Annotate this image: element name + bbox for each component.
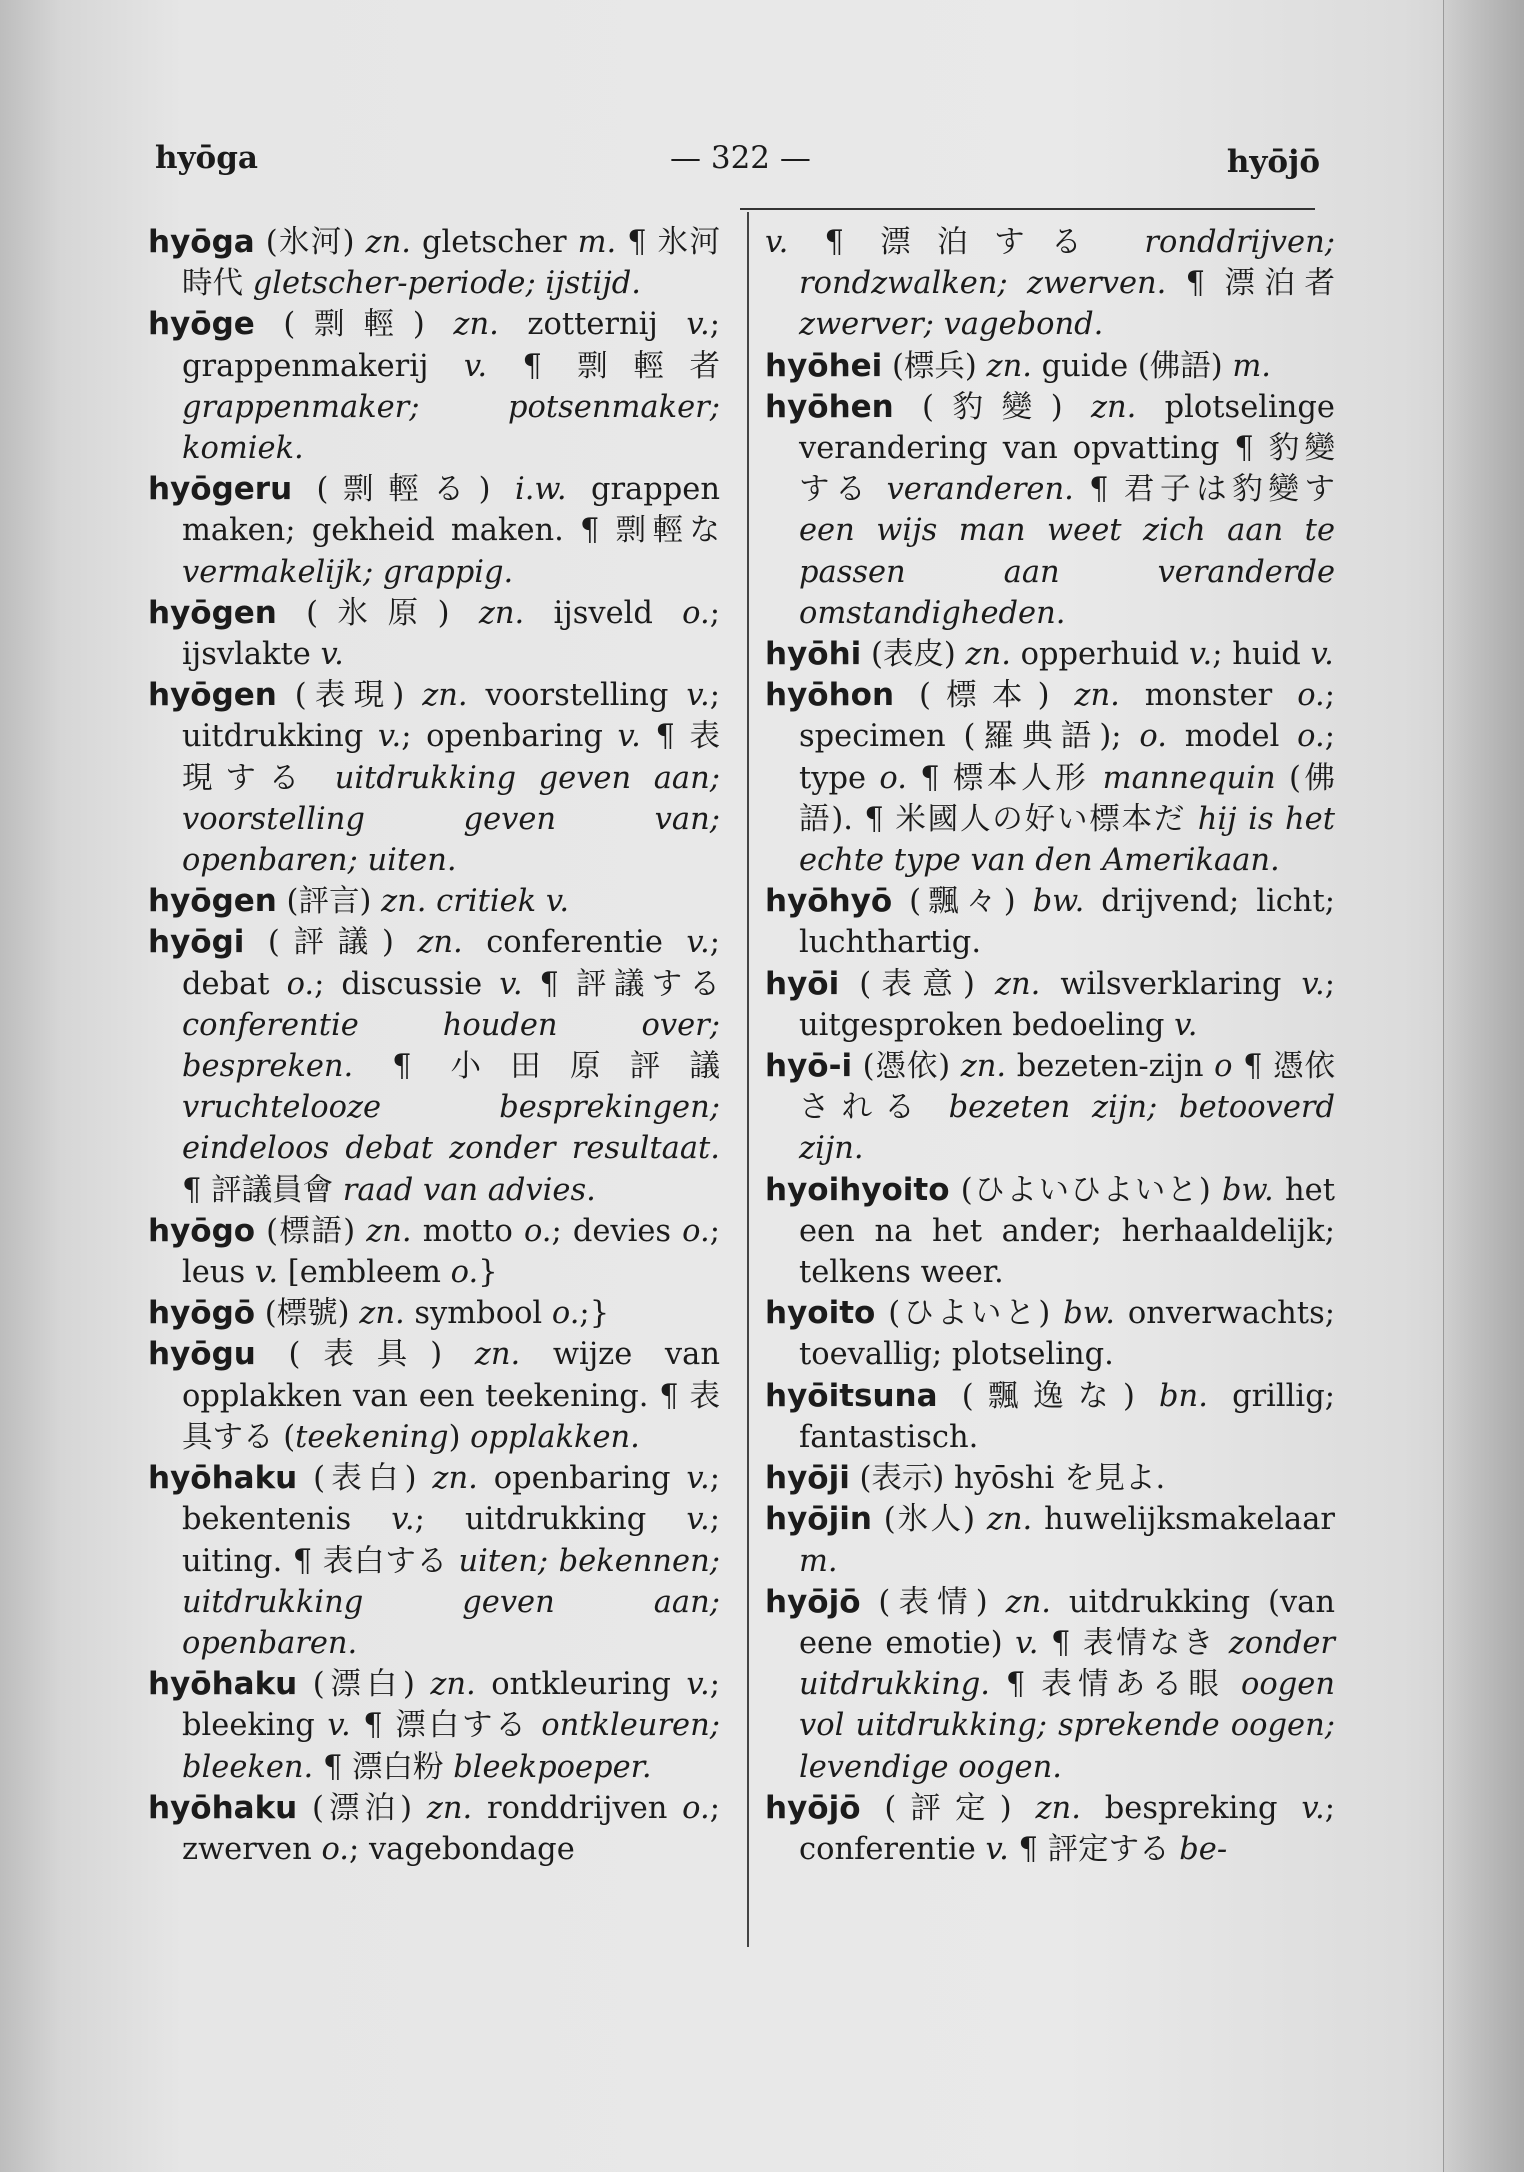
dictionary-entry: hyōhaku (漂白) zn. ontkleuring v.; bleeking v. ¶ 漂白する ontkleuren; bleeken. ¶ 漂白粉 bleekpoeper. [148, 1666, 720, 1785]
dictionary-entry: hyōhyō (飄々) bw. drijvend; licht; luchthartig. [765, 883, 1335, 961]
dictionary-entry: hyōgen (評言) zn. critiek v. [148, 883, 570, 920]
page-edge [1443, 0, 1524, 2172]
dictionary-entry: hyōitsuna (飄逸な) bn. grillig; fantastisch. [765, 1377, 1335, 1455]
dictionary-entry: hyōhaku (漂泊) zn. ronddrijven o.; zwerven o.; vagebondage [148, 1789, 720, 1867]
dictionary-entry: hyō-i (憑依) zn. bezeten-zijn o ¶ 憑依される bezeten zijn; betooverd zijn. [765, 1048, 1335, 1167]
right-column [765, 222, 1335, 1870]
dictionary-entry: hyoihyoito (ひよいひよいと) bw. het een na het ander; herhaaldelijk; telkens weer. [765, 1171, 1335, 1291]
dictionary-entry: hyōji (表示) hyōshi を見よ. [765, 1460, 1166, 1497]
dictionary-entry: hyōjin (氷人) zn. huwelijksmakelaar m. [765, 1501, 1335, 1579]
dictionary-entry: hyōjō (表情) zn. uitdrukking (van eene emotie) v. ¶ 表情なき zonder uitdrukking. ¶ 表情ある眼 oogen vol uitdrukking; sprekende oogen; levendige oogen. [765, 1583, 1335, 1785]
dictionary-entry: hyōhi (表皮) zn. opperhuid v.; huid v. [765, 636, 1334, 673]
dictionary-entry: hyōgu (表具) zn. wijze van opplakken van een teekening. ¶ 表具する (teekening) opplakken. [148, 1336, 720, 1455]
dictionary-entry: hyōi (表意) zn. wilsverklaring v.; uitgesproken bedoeling v. [765, 965, 1335, 1043]
dictionary-entry: hyoito (ひよいと) bw. onverwachts; toevallig; plotseling. [765, 1295, 1335, 1373]
dictionary-entry: hyōhaku (表白) zn. openbaring v.; bekentenis v.; uitdrukking v.; uiting. ¶ 表白する uiten; bekennen; uitdrukking geven aan; openbaren. [148, 1460, 720, 1661]
column-divider [747, 212, 749, 1947]
header-guide-word-right: hyōjō [1226, 144, 1320, 180]
page-number: — 322 — [670, 140, 811, 176]
dictionary-entry: hyōhen (豹變) zn. plotselinge verandering van opvatting ¶ 豹變する veranderen. ¶ 君子は豹變す een wijs man weet zich aan te passen aan veranderde omstandigheden. [765, 388, 1335, 631]
dictionary-entry: hyōhei (標兵) zn. guide (佛語) m. [765, 347, 1271, 384]
left-column [148, 222, 720, 1870]
dictionary-entry: hyōjō (評定) zn. bespreking v.; conferentie v. ¶ 評定する be- [765, 1789, 1335, 1867]
dictionary-entry: hyōga (氷河) zn. gletscher m. ¶ 氷河時代 gletscher-periode; ijstijd. [148, 224, 720, 302]
dictionary-entry: hyōgen (表現) zn. voorstelling v.; uitdrukking v.; openbaring v. ¶ 表現する uitdrukking geven aan; voorstelling geven van; openbaren; uiten. [148, 677, 721, 879]
dictionary-entry: hyōgo (標語) zn. motto o.; devies o.; leus v. [embleem o.} [148, 1212, 720, 1291]
dictionary-entry: hyōgen (氷原) zn. ijsveld o.; ijsvlakte v. [148, 594, 720, 673]
dictionary-entry: hyōge (剽輕) zn. zotternij v.; grappenmakerij v. ¶ 剽輕者 grappenmaker; potsenmaker; komiek. [148, 306, 721, 467]
header-guide-word-left: hyōga [155, 140, 258, 176]
dictionary-entry: v. ¶ 漂泊する ronddrijven; rondzwalken; zwerven. ¶ 漂泊者 zwerver; vagebond. [765, 225, 1336, 343]
dictionary-entry: hyōgō (標號) zn. symbool o.;} [148, 1295, 610, 1332]
dictionary-entry: hyōgeru (剽輕る) i.w. grappen maken; gekheid maken. ¶ 剽輕な vermakelijk; grappig. [148, 471, 720, 590]
dictionary-entry: hyōgi (評議) zn. conferentie v.; debat o.; discussie v. ¶ 評議する conferentie houden over; bespreken. ¶ 小田原評議 vruchtelooze besprekingen; eindeloos debat zonder resultaat. ¶ 評議員會 raad van advies. [148, 924, 721, 1208]
dictionary-entry: hyōhon (標本) zn. monster o.; specimen (羅典語); o. model o.; type o. ¶ 標本人形 mannequin (佛語). ¶ 米國人の好い標本だ hij is het echte type van den Amerikaan. [765, 677, 1335, 879]
header-rule [740, 208, 1315, 210]
page-header [150, 140, 1320, 190]
